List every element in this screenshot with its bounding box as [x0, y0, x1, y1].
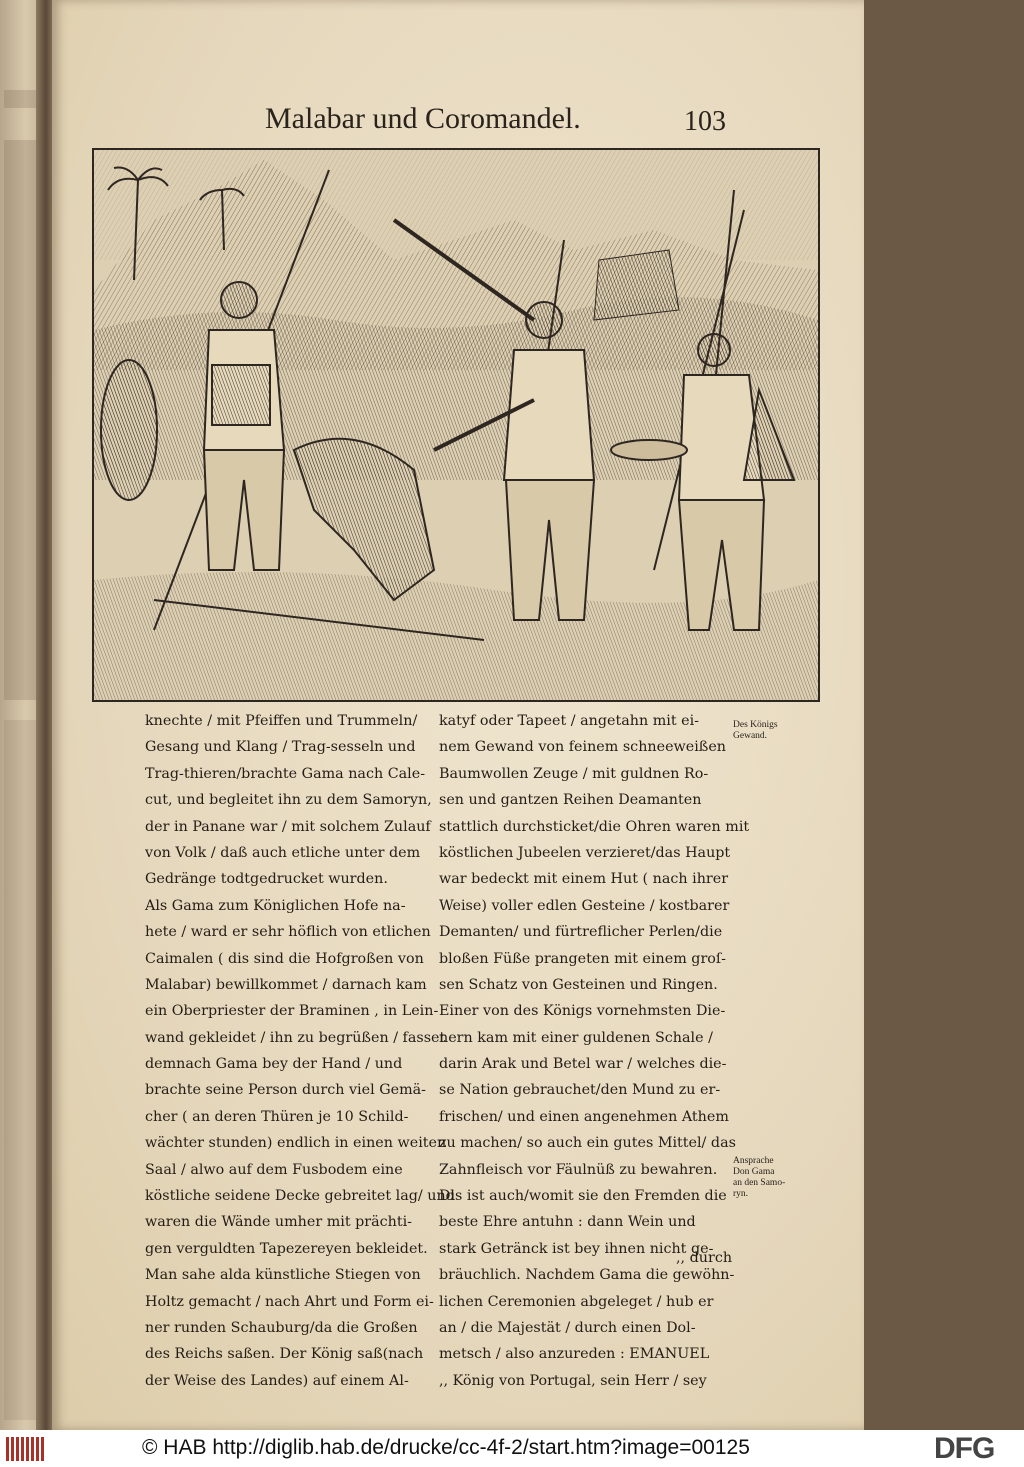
text-line: Zahnfleisch vor Fäulnüß zu bewahren. [439, 1161, 718, 1178]
text-line: köstliche seidene Decke gebreitet lag/ und [145, 1188, 455, 1205]
text-line: Demanten/ und fürtreflicher Perlen/die [439, 924, 723, 941]
text-line: Dis ist auch/womit sie den Fremden die [439, 1188, 727, 1205]
footer-bar [0, 1430, 1024, 1467]
text-line: Man sahe alda künstliche Stiegen von [145, 1267, 421, 1284]
margin-note-kings-garment [733, 720, 778, 742]
text-line: Als Gama zum Königlichen Hofe na- [145, 897, 406, 914]
text-line: waren die Wände umher mit prächti- [145, 1214, 412, 1231]
page-header-title: Malabar und Coromandel. [265, 102, 581, 135]
text-line: an / die Majestät / durch einen Dol- [439, 1319, 696, 1336]
text-line: Caimalen ( dis sind die Hofgroßen von [145, 950, 424, 967]
text-line: stark Getränck ist bey ihnen nicht ge- [439, 1240, 714, 1257]
text-line: demnach Gama bey der Hand / und [145, 1056, 403, 1073]
text-line: katyf oder Tapeet / angetahn mit ei- [439, 713, 699, 729]
text-line: ner runden Schauburg/da die Großen [145, 1319, 418, 1336]
text-line: sen und gantzen Reihen Deamanten [439, 792, 702, 809]
text-line: brachte seine Person durch viel Gemä- [145, 1082, 427, 1099]
text-line: stattlich durchsticket/die Ohren waren mit [439, 818, 750, 835]
text-line: frischen/ und einen angenehmen Athem [439, 1108, 729, 1125]
text-line: knechte / mit Pfeiffen und Trummeln/ [145, 713, 418, 729]
text-line: Saal / alwo auf dem Fusbodem eine [145, 1161, 403, 1178]
text-line: gen verguldten Tapezereyen bekleidet. [145, 1240, 428, 1257]
text-line: metsch / also anzureden : EMANUEL [439, 1346, 710, 1363]
text-line: Baumwollen Zeuge / mit guldnen Ro- [439, 765, 709, 782]
text-line: hete / ward er sehr höflich von etlichen [145, 924, 431, 941]
text-line: bräuchlich. Nachdem Gama die gewöhn- [439, 1267, 735, 1284]
engraving-scene-icon [94, 150, 818, 700]
page-number: 103 [684, 106, 726, 137]
text-line: nem Gewand von feinem schneeweißen [439, 739, 727, 756]
text-line: lichen Ceremonien abgeleget / hub er [439, 1293, 714, 1310]
text-line: der Weise des Landes) auf einem Al- [145, 1372, 409, 1389]
text-line: cut, und begleitet ihn zu dem Samoryn, [145, 792, 432, 809]
text-line: Einer von des Königs vornehmsten Die- [439, 1003, 726, 1020]
text-line: cher ( an deren Thüren je 10 Schild- [145, 1108, 409, 1125]
text-line: nern kam mit einer guldenen Schale / [439, 1029, 713, 1046]
text-line: war bedeckt mit einem Hut ( nach ihrer [439, 871, 729, 888]
text-line: Gesang und Klang / Trag-sesseln und [145, 739, 416, 756]
hab-logo-icon [6, 1437, 46, 1461]
text-line: bloßen Füße prangeten mit einem groſ- [439, 950, 727, 967]
copyright-link[interactable]: © HAB http://diglib.hab.de/drucke/cc-4f-2/start.htm?image=00125 [142, 1436, 750, 1459]
dfg-logo: DFG [934, 1432, 995, 1465]
margin-note-line: Ansprache [733, 1156, 774, 1166]
catchword: ,, durch [676, 1250, 733, 1266]
margin-note-line: ryn. [733, 1189, 749, 1199]
text-line: von Volk / daß auch etliche unter dem [145, 844, 421, 861]
margin-note-line: an den Samo- [733, 1178, 786, 1188]
text-line: beste Ehre antuhn : dann Wein und [439, 1214, 696, 1231]
text-line: ein Oberpriester der Braminen , in Lein- [145, 1003, 439, 1020]
text-line: Weise) voller edlen Gesteine / kostbarer [439, 897, 730, 914]
text-line: zu machen/ so auch ein gutes Mittel/ das [439, 1135, 736, 1152]
text-line: Holtz gemacht / nach Ahrt und Form ei- [145, 1293, 434, 1310]
text-line: darin Arak und Betel war / welches die- [439, 1056, 727, 1073]
margin-note-gama-address [733, 1156, 785, 1200]
text-line: Gedränge todtgedrucket wurden. [145, 871, 388, 888]
text-line: Trag-thieren/brachte Gama nach Cale- [145, 765, 426, 782]
text-line: ,, König von Portugal, sein Herr / sey [439, 1372, 707, 1389]
margin-note-line: Des Königs [733, 720, 778, 730]
text-line: se Nation gebrauchet/den Mund zu er- [439, 1082, 721, 1099]
text-line: köstlichen Jubeelen verzieret/das Haupt [439, 844, 731, 861]
text-column-left [145, 708, 455, 1394]
margin-note-line: Gewand. [733, 731, 768, 741]
text-line: sen Schatz von Gesteinen und Ringen. [439, 976, 718, 993]
text-line: der in Panane war / mit solchem Zulauf [145, 818, 431, 835]
text-line: des Reichs saßen. Der König saß(nach [145, 1346, 424, 1363]
margin-note-line: Don Gama [733, 1167, 775, 1177]
engraving-illustration [92, 148, 820, 702]
right-background [864, 0, 1024, 1430]
text-line: wand gekleidet / ihn zu begrüßen / fasset [145, 1029, 446, 1046]
text-line: Malabar) bewillkommet / darnach kam [145, 976, 427, 993]
text-line: wächter stunden) endlich in einen weiten [145, 1135, 447, 1152]
